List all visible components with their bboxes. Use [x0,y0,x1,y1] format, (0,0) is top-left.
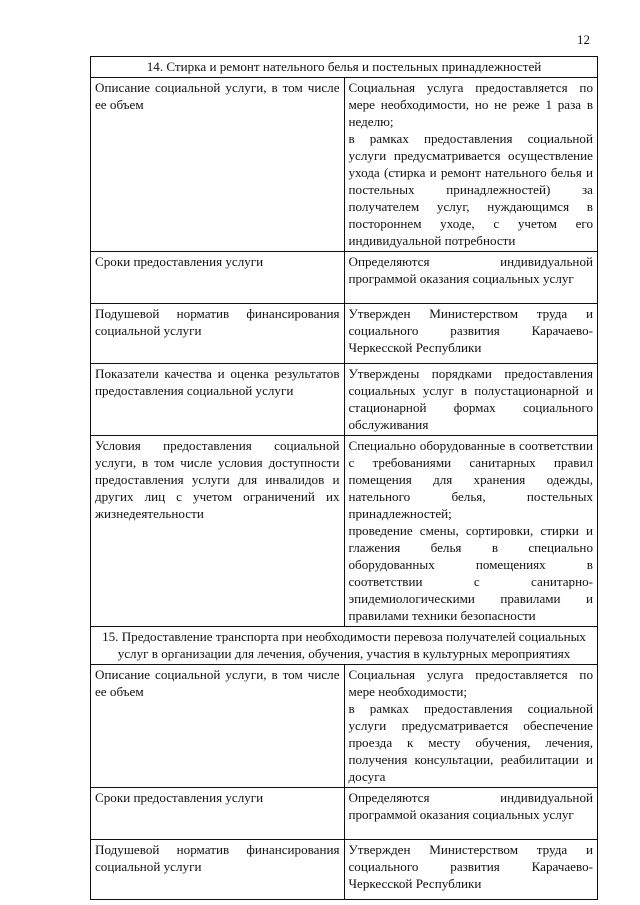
table-row [91,364,598,436]
row-label: Подушевой норматив финансирования социальной услуги [91,304,345,364]
table-row [91,436,598,627]
row-value: Социальная услуга предоставляется по мере необходимости, но не реже 1 раза в неделю; в рамках предоставления социальной услуги предусматривается осуществление ухода (стирка и ремонт нательного белья и постельных принадлежностей) за получателем услуг, нуждающимся в постороннем уходе, с учетом его индивидуальной потребности [344,78,598,252]
row-value: Утвержден Министерством труда и социального развития Карачаево-Черкесской Республики [344,840,598,900]
table-row [91,840,598,900]
document-sheet [90,56,598,900]
table-row [91,304,598,364]
row-label: Условия предоставления социальной услуги, в том числе условия доступности предоставления услуги для инвалидов и других лиц с учетом ограничений их жизнедеятельности [91,436,345,627]
row-value: Специально оборудованные в соответствии с требованиями санитарных правил помещения для хранения одежды, нательного белья, постельных принадлежностей; проведение смены, сортировки, стирки и глажения белья в специально оборудованных помещениях в соответствии с санитарно-эпидемиологическими правилами и правилами техники безопасности [344,436,598,627]
row-value: Определяются индивидуальной программой оказания социальных услуг [344,788,598,840]
row-value: Утвержден Министерством труда и социального развития Карачаево-Черкесской Республики [344,304,598,364]
row-label: Описание социальной услуги, в том числе ее объем [91,665,345,788]
row-label: Сроки предоставления услуги [91,252,345,304]
table-row [91,665,598,788]
table-row [91,788,598,840]
section-title: 14. Стирка и ремонт нательного белья и постельных принадлежностей [91,57,598,78]
table-row [91,78,598,252]
section-header [91,57,598,78]
services-table [90,56,598,900]
table-row [91,252,598,304]
section-header [91,627,598,665]
row-label: Показатели качества и оценка результатов предоставления социальной услуги [91,364,345,436]
row-value: Социальная услуга предоставляется по мере необходимости; в рамках предоставления социальной услуги предусматривается обеспечение проезда к месту обучения, лечения, получения консультации, реабилитации и досуга [344,665,598,788]
row-label: Подушевой норматив финансирования социальной услуги [91,840,345,900]
row-value: Утверждены порядками предоставления социальных услуг в полустационарной и стационарной формах социального обслуживания [344,364,598,436]
section-title: 15. Предоставление транспорта при необходимости перевоза получателей социальных услуг в организации для лечения, обучения, участия в культурных мероприятиях [91,627,598,665]
row-value: Определяются индивидуальной программой оказания социальных услуг [344,252,598,304]
page-number: 12 [577,32,590,47]
row-label: Сроки предоставления услуги [91,788,345,840]
row-label: Описание социальной услуги, в том числе ее объем [91,78,345,252]
